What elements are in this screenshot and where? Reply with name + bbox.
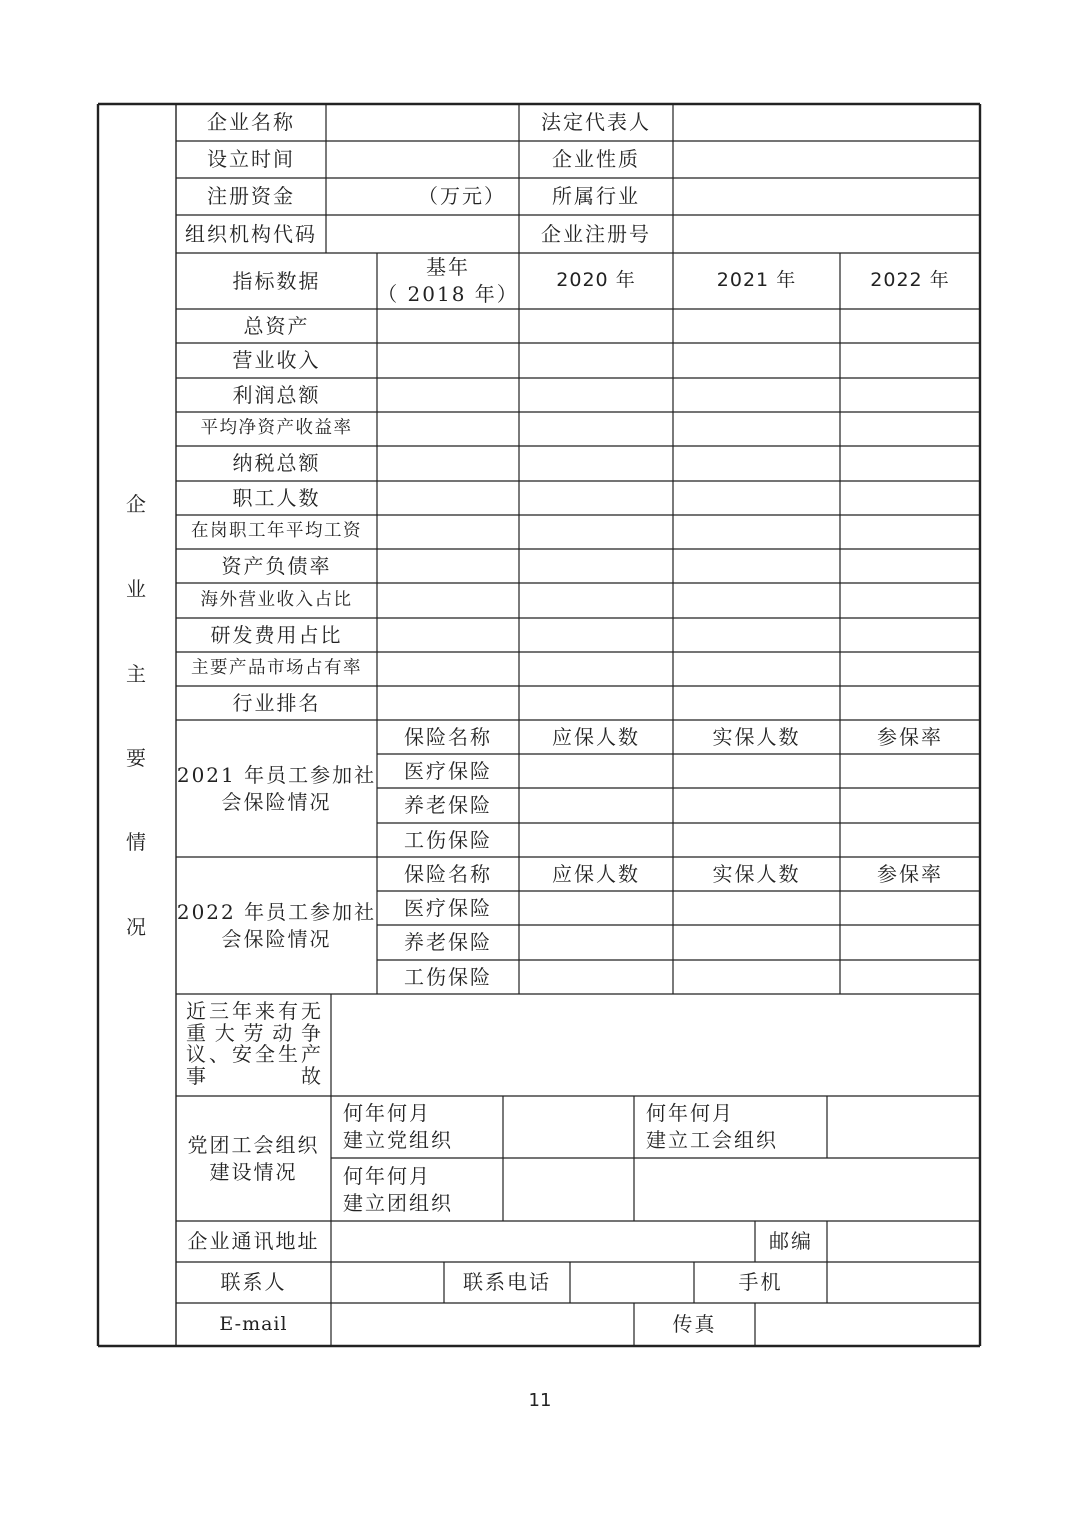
union-org-field[interactable]	[827, 1096, 980, 1158]
postcode-label: 邮编	[769, 1229, 813, 1253]
section-label-char: 要	[126, 746, 146, 770]
youth-org-label	[331, 1158, 503, 1221]
industry-field[interactable]	[673, 178, 980, 215]
insurance-2022-type: 医疗保险	[404, 895, 492, 920]
year-header-2020: 2020 年	[556, 269, 636, 292]
indicator-row-label: 海外营业收入占比	[200, 589, 353, 610]
union-org-line1: 何年何月	[646, 1101, 734, 1125]
youth-org-line1: 何年何月	[343, 1163, 431, 1188]
party-label-line1: 党团工会组织	[187, 1132, 320, 1157]
insurance-2022-title-line1: 2022 年员工参加社	[176, 899, 377, 924]
reg-capital-label: 注册资金	[207, 184, 295, 208]
base-year-line2: （ 2018 年）	[377, 282, 519, 306]
indicator-row-label: 总资产	[243, 313, 310, 338]
company-name-field[interactable]	[326, 104, 519, 141]
mobile-label: 手机	[738, 1270, 783, 1294]
year-header-2022: 2022 年	[870, 269, 950, 292]
reg-number-label: 企业注册号	[541, 221, 651, 246]
industry-label: 所属行业	[552, 184, 640, 208]
established-label: 设立时间	[207, 147, 295, 171]
section-label-char: 业	[126, 577, 146, 601]
fax-field[interactable]	[755, 1303, 980, 1346]
insurance-2021-type: 医疗保险	[404, 758, 492, 783]
reg-number-field[interactable]	[673, 215, 980, 253]
legal-rep-field[interactable]	[673, 104, 980, 141]
section-label-char: 况	[126, 915, 146, 939]
insurance-2021-type: 养老保险	[404, 793, 492, 817]
phone-label: 联系电话	[463, 1270, 551, 1294]
base-year-header	[377, 253, 519, 309]
year-header-2021: 2021 年	[716, 269, 797, 292]
contact-person-field[interactable]	[331, 1262, 444, 1303]
email-label: E-mail	[219, 1312, 288, 1335]
disputes-field[interactable]	[331, 994, 980, 1096]
union-org-line2: 建立工会组织	[646, 1128, 778, 1152]
disputes-label: 近三年来有无重大劳动争议、安全生产事故	[186, 999, 322, 1088]
section-label-char: 企	[126, 492, 146, 516]
insurance-2021-header-name: 保险名称	[404, 724, 492, 749]
youth-org-field[interactable]	[503, 1158, 634, 1221]
insurance-2022-type: 工伤保险	[404, 964, 492, 989]
insurance-2022-header-actual: 实保人数	[712, 861, 801, 886]
company-name-label: 企业名称	[207, 110, 295, 134]
insurance-2022-header-due: 应保人数	[552, 861, 640, 886]
insurance-2021-header-rate: 参保率	[877, 724, 943, 749]
indicator-row-label: 主要产品市场占有率	[191, 658, 362, 679]
reg-capital-unit: （万元）	[418, 184, 506, 208]
insurance-2022-header-name: 保险名称	[404, 861, 492, 886]
insurance-2021-title-line1: 2021 年员工参加社	[176, 762, 377, 787]
indicator-row-label: 纳税总额	[232, 451, 321, 475]
indicator-row-label: 平均净资产收益率	[200, 418, 353, 439]
party-org-line1: 何年何月	[343, 1101, 431, 1125]
phone-field[interactable]	[570, 1262, 694, 1303]
party-label-line2: 建设情况	[209, 1159, 298, 1184]
insurance-2022-type: 养老保险	[404, 930, 492, 954]
nature-label: 企业性质	[552, 147, 640, 171]
page-number: 11	[528, 1390, 552, 1411]
postcode-field[interactable]	[827, 1221, 980, 1262]
insurance-2021-type: 工伤保险	[404, 827, 492, 852]
insurance-2021-header-due: 应保人数	[552, 724, 640, 749]
indicator-row-label: 行业排名	[232, 690, 321, 715]
org-code-label: 组织机构代码	[185, 221, 317, 246]
insurance-2021-header-actual: 实保人数	[712, 724, 801, 749]
section-label-char: 主	[126, 662, 146, 686]
contact-person-label: 联系人	[220, 1270, 287, 1294]
indicator-row-label: 职工人数	[232, 485, 321, 510]
youth-org-line2: 建立团组织	[343, 1190, 453, 1215]
party-org-field[interactable]	[503, 1096, 634, 1158]
indicator-row-label: 资产负债率	[221, 553, 332, 578]
insurance-2021-title	[176, 720, 377, 857]
mobile-field[interactable]	[827, 1262, 980, 1303]
indicator-header: 指标数据	[232, 268, 321, 293]
insurance-2022-header-rate: 参保率	[877, 861, 943, 886]
email-field[interactable]	[331, 1303, 634, 1346]
address-field[interactable]	[331, 1221, 755, 1262]
legal-rep-label: 法定代表人	[541, 110, 651, 134]
party-org-label	[331, 1096, 503, 1158]
address-label: 企业通讯地址	[187, 1229, 320, 1253]
indicator-row-label: 研发费用占比	[210, 622, 343, 647]
insurance-2022-title-line2: 会保险情况	[221, 926, 332, 951]
party-org-line2: 建立党组织	[343, 1128, 453, 1152]
section-label-char: 情	[126, 830, 146, 854]
insurance-2021-title-line2: 会保险情况	[221, 789, 332, 814]
party-label	[176, 1096, 331, 1221]
insurance-2022-title	[176, 857, 377, 994]
fax-label: 传真	[672, 1312, 717, 1336]
indicator-row-label: 在岗职工年平均工资	[191, 521, 362, 542]
org-code-field[interactable]	[326, 215, 519, 253]
established-field[interactable]	[326, 141, 519, 178]
indicator-row-label: 利润总额	[232, 382, 321, 407]
indicator-row-label: 营业收入	[232, 348, 321, 372]
nature-field[interactable]	[673, 141, 980, 178]
union-org-label	[634, 1096, 827, 1158]
base-year-line1: 基年	[426, 255, 470, 279]
